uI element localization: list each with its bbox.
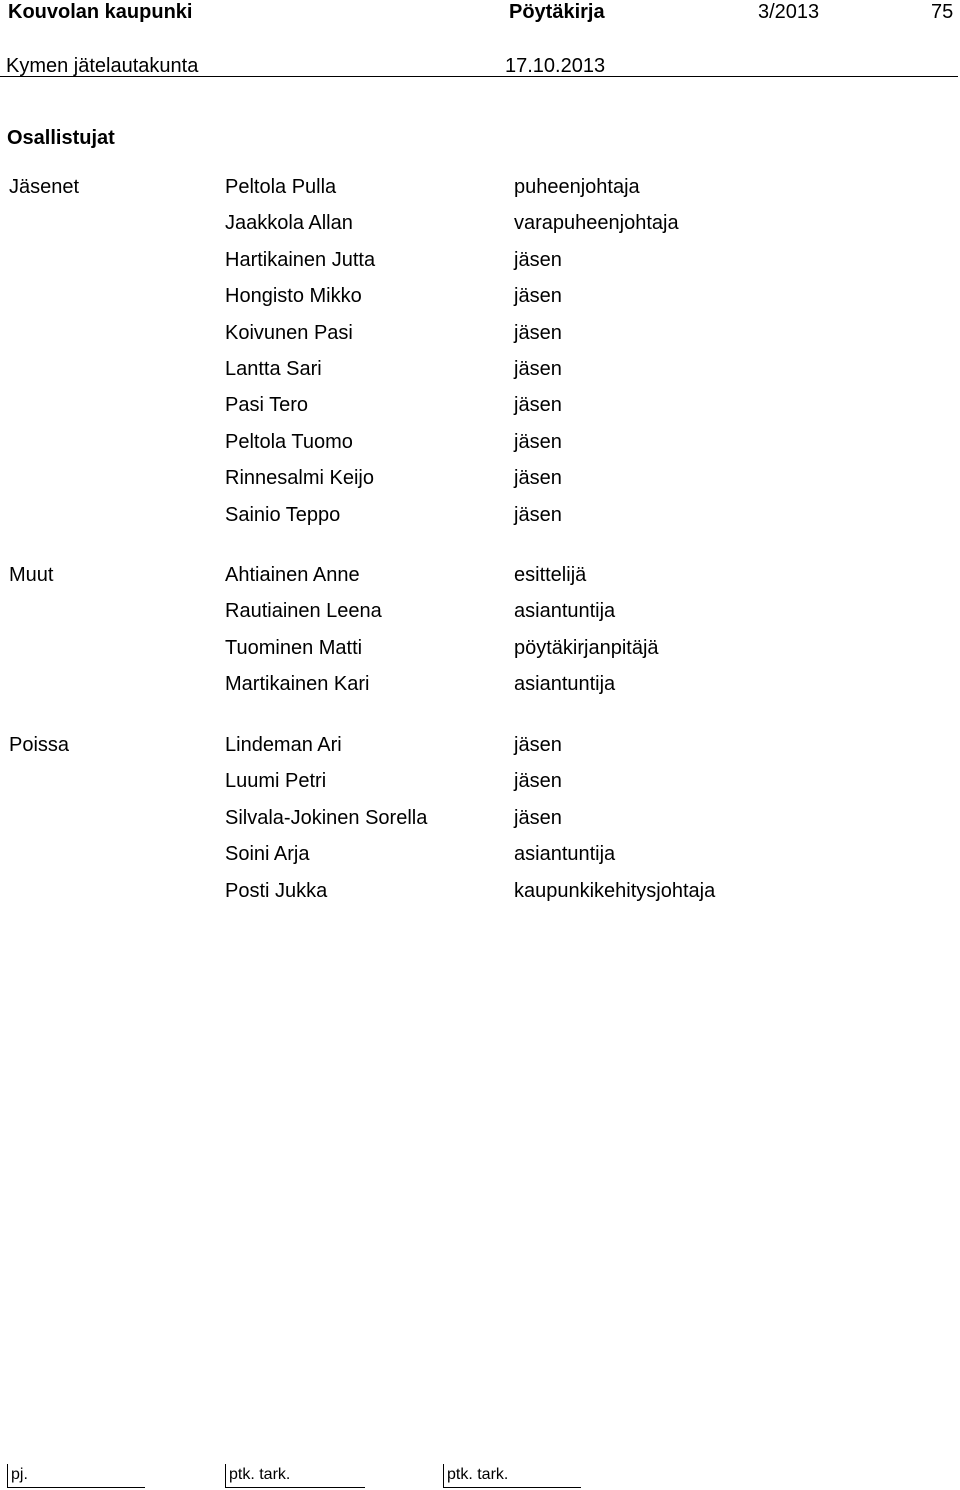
participant-role: jäsen [514, 503, 562, 526]
participant-name: Lindeman Ari [225, 734, 342, 756]
participant-role: asiantuntija [514, 673, 616, 696]
organization-name: Kouvolan kaupunki [8, 1, 193, 23]
participant-row [0, 806, 960, 842]
participant-name: Silvala-Jokinen Sorella [225, 806, 428, 829]
participant-role: jäsen [514, 285, 562, 308]
participant-role: jäsen [514, 770, 562, 793]
signature-tick [225, 1464, 226, 1488]
participant-row [0, 211, 960, 247]
participant-name: Pasi Tero [225, 394, 309, 417]
participant-row [0, 393, 960, 429]
meeting-date: 17.10.2013 [505, 55, 606, 77]
document-type: Pöytäkirja [509, 1, 605, 23]
participant-name: Tuominen Matti [225, 636, 363, 659]
participant-role: asiantuntija [514, 600, 616, 623]
participant-name: Jaakkola Allan [225, 212, 353, 235]
participant-row [0, 284, 960, 320]
page-number: 75 [931, 1, 954, 23]
participant-role: jäsen [514, 321, 562, 344]
participant-row [0, 636, 960, 672]
participant-name: Sainio Teppo [225, 503, 341, 526]
committee-name: Kymen jätelautakunta [6, 55, 199, 77]
signature-field-examiner-1 [225, 1462, 365, 1490]
participant-name: Lantta Sari [225, 358, 322, 380]
participant-name: Luumi Petri [225, 770, 327, 793]
participant-row [0, 248, 960, 284]
signature-tick [7, 1464, 8, 1488]
participant-name: Hartikainen Jutta [225, 248, 376, 271]
participant-role: esittelijä [514, 564, 587, 586]
participant-name: Peltola Pulla [225, 176, 337, 198]
participant-row [0, 563, 960, 599]
participant-row [0, 466, 960, 502]
participant-row [0, 733, 960, 769]
participant-row [0, 879, 960, 915]
participant-name: Rautiainen Leena [225, 600, 382, 623]
participant-role: asiantuntija [514, 843, 616, 866]
participant-name: Posti Jukka [225, 879, 328, 902]
signature-field-chair [7, 1462, 145, 1490]
participant-row [0, 599, 960, 635]
document-number: 3/2013 [758, 1, 820, 23]
participant-row [0, 175, 960, 211]
signature-label: ptk. tark. [447, 1466, 509, 1483]
participant-role: jäsen [514, 467, 562, 490]
participant-row [0, 357, 960, 393]
participant-role: jäsen [514, 394, 562, 417]
signature-label: ptk. tark. [229, 1466, 291, 1483]
participant-row [0, 769, 960, 805]
participant-role: kaupunkikehitysjohtaja [514, 879, 716, 902]
signature-tick [443, 1464, 444, 1488]
participant-role: pöytäkirjanpitäjä [514, 636, 659, 659]
participant-row [0, 842, 960, 878]
group-label: Poissa [9, 734, 70, 756]
participant-name: Hongisto Mikko [225, 285, 362, 308]
participant-role: jäsen [514, 430, 562, 453]
group-label: Jäsenet [9, 176, 80, 198]
participant-role: jäsen [514, 358, 562, 380]
signature-label: pj. [11, 1466, 28, 1483]
participant-role: varapuheenjohtaja [514, 212, 679, 235]
signature-line [225, 1487, 365, 1488]
section-title: Osallistujat [7, 127, 115, 149]
participant-role: jäsen [514, 806, 562, 829]
participant-row [0, 430, 960, 466]
participant-name: Rinnesalmi Keijo [225, 467, 374, 490]
participant-role: puheenjohtaja [514, 176, 640, 198]
participant-name: Koivunen Pasi [225, 321, 353, 344]
participant-name: Soini Arja [225, 843, 310, 866]
signature-line [443, 1487, 581, 1488]
participant-name: Martikainen Kari [225, 673, 370, 696]
header-divider [0, 76, 958, 77]
group-label: Muut [9, 564, 54, 586]
participant-row [0, 672, 960, 708]
signature-field-examiner-2 [443, 1462, 581, 1490]
signature-line [7, 1487, 145, 1488]
participant-name: Peltola Tuomo [225, 430, 353, 453]
participant-role: jäsen [514, 734, 562, 756]
participant-row [0, 321, 960, 357]
participant-name: Ahtiainen Anne [225, 564, 360, 586]
participant-role: jäsen [514, 248, 562, 271]
participant-row [0, 503, 960, 539]
